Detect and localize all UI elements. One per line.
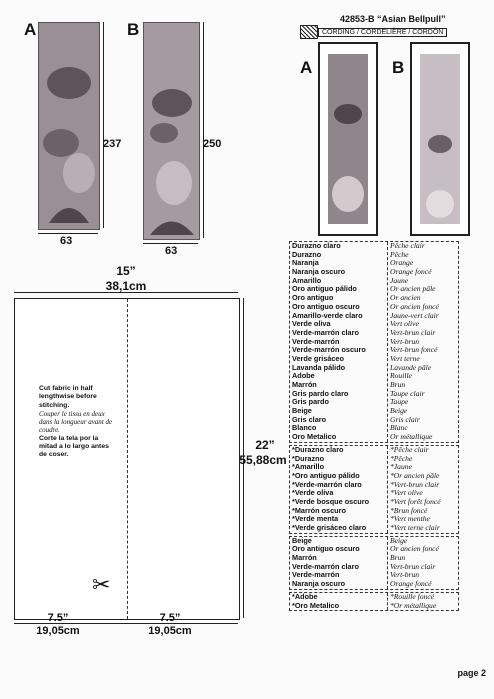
bellpull-a-image bbox=[318, 42, 378, 236]
color-name-es: Gris pardo claro bbox=[292, 389, 349, 398]
color-name-fr: Rouille bbox=[390, 372, 412, 381]
color-name-es: *Verde menta bbox=[292, 515, 339, 524]
color-name-fr: Vert-brun clair bbox=[390, 562, 436, 571]
color-name-es: Oro Metalico bbox=[292, 433, 337, 442]
color-row bbox=[290, 268, 458, 277]
color-name-es: Oro antiguo oscuro bbox=[292, 302, 360, 311]
kit-title: 42853-B “Asian Bellpull” bbox=[340, 14, 446, 24]
bellpull-b-image bbox=[410, 42, 470, 236]
color-name-es: *Verde oliva bbox=[292, 489, 334, 498]
bellpull-a-picture bbox=[320, 44, 376, 234]
chart-b-label: B bbox=[127, 20, 140, 39]
color-row bbox=[290, 242, 458, 251]
color-row bbox=[290, 259, 458, 268]
color-name-fr: Beige bbox=[390, 407, 408, 416]
color-row bbox=[290, 433, 458, 442]
color-name-es: Verde-marrón oscuro bbox=[292, 346, 366, 355]
chart-a-height: 237 bbox=[103, 138, 122, 150]
color-name-fr: *Vert terne clair bbox=[390, 524, 440, 532]
chart-b-image bbox=[143, 22, 200, 240]
color-name-fr: *Jaune bbox=[390, 463, 412, 472]
color-name-es: Oro antiguo oscuro bbox=[292, 545, 360, 554]
color-row bbox=[290, 481, 458, 490]
cord-b-label: B bbox=[392, 58, 405, 77]
cording-icon bbox=[300, 25, 318, 39]
color-row bbox=[290, 571, 458, 580]
color-name-fr: *Or métallique bbox=[390, 601, 437, 610]
color-group bbox=[289, 241, 459, 443]
color-name-es: Verde oliva bbox=[292, 320, 331, 329]
color-name-fr: Vert-brun bbox=[390, 337, 420, 346]
color-row bbox=[290, 320, 458, 329]
note-es: Corte la tela por la mitad a lo largo antes de coser. bbox=[39, 434, 109, 459]
note-fr: Couper le tissu en deux dans la longueur avant de coudre. bbox=[39, 409, 113, 435]
half-left-in: 7.5” bbox=[47, 612, 69, 624]
color-row bbox=[290, 472, 458, 481]
lotus-chart-b-picture bbox=[144, 23, 199, 239]
color-name-fr: *Rouille foncé bbox=[390, 592, 435, 601]
color-row bbox=[290, 602, 458, 611]
color-name-es: *Verde bosque oscuro bbox=[292, 497, 370, 506]
color-name-fr: *Pêche clair bbox=[390, 445, 429, 454]
color-name-fr: Or ancien bbox=[390, 294, 421, 303]
pattern-width-cm: 38,1cm bbox=[105, 279, 147, 293]
color-name-es: Adobe bbox=[292, 372, 315, 381]
color-row bbox=[290, 390, 458, 399]
half-right-cm: 19,05cm bbox=[148, 625, 192, 637]
color-name-es: *Oro antiguo pálido bbox=[292, 471, 360, 480]
color-row bbox=[290, 372, 458, 381]
color-group bbox=[289, 536, 459, 590]
color-name-fr: Vert terne bbox=[390, 354, 420, 363]
color-name-fr: *Vert menthe bbox=[390, 515, 430, 524]
color-row bbox=[290, 329, 458, 338]
color-row bbox=[290, 515, 458, 524]
color-row bbox=[290, 593, 458, 602]
pattern-height-in: 22” bbox=[255, 438, 275, 452]
color-name-fr: *Vert forêt foncé bbox=[390, 497, 441, 506]
color-name-es: Beige bbox=[292, 407, 312, 416]
note-en: Cut fabric in half lengthwise before stitching. bbox=[39, 385, 97, 409]
color-name-fr: Vert-brun bbox=[390, 571, 420, 580]
color-name-fr: Gris clair bbox=[390, 415, 420, 424]
chart-a-image bbox=[38, 22, 100, 230]
page-number: page 2 bbox=[457, 668, 486, 678]
color-name-fr: Brun bbox=[390, 381, 406, 389]
color-row bbox=[290, 424, 458, 433]
color-name-es: Gris pardo bbox=[292, 398, 329, 407]
color-row bbox=[290, 446, 458, 455]
color-row bbox=[290, 364, 458, 373]
color-row bbox=[290, 355, 458, 364]
color-name-es: Gris claro bbox=[292, 415, 327, 424]
color-row bbox=[290, 545, 458, 554]
color-name-fr: Taupe bbox=[390, 398, 409, 407]
color-name-es: Naranja bbox=[292, 259, 319, 268]
color-row bbox=[290, 507, 458, 516]
color-name-es: Oro antiguo pálido bbox=[292, 285, 357, 294]
color-name-es: Durazno claro bbox=[292, 242, 341, 250]
color-row bbox=[290, 455, 458, 464]
color-key-table bbox=[289, 241, 459, 613]
color-name-es: Verde-marrón bbox=[292, 571, 340, 580]
chart-a-width: 63 bbox=[60, 235, 73, 247]
color-row bbox=[290, 554, 458, 563]
fabric-pattern bbox=[14, 298, 240, 620]
color-name-es: *Verde grisáceo claro bbox=[292, 524, 367, 532]
chart-a-label: A bbox=[24, 20, 37, 39]
color-name-fr: Brun bbox=[390, 554, 406, 563]
color-name-es: *Verde-marrón claro bbox=[292, 480, 362, 489]
half-left-cm: 19,05cm bbox=[36, 625, 80, 637]
color-name-fr: *Vert olive bbox=[390, 489, 423, 498]
color-name-es: Verde-marrón claro bbox=[292, 328, 359, 337]
color-name-fr: Beige bbox=[390, 536, 408, 545]
color-row bbox=[290, 416, 458, 425]
color-name-es: Amarillo bbox=[292, 276, 322, 285]
scissors-icon: ✂ bbox=[92, 572, 111, 597]
color-name-fr: Blanc bbox=[390, 424, 408, 433]
color-name-es: *Durazno bbox=[292, 454, 325, 463]
pattern-width-in: 15” bbox=[116, 264, 136, 278]
color-name-es: *Durazno claro bbox=[292, 445, 344, 454]
color-name-fr: Lavande pâle bbox=[390, 363, 432, 372]
color-name-es: Verde grisáceo bbox=[292, 354, 344, 363]
color-name-es: Beige bbox=[292, 536, 312, 545]
color-row bbox=[290, 251, 458, 260]
color-row bbox=[290, 563, 458, 572]
color-name-es: Durazno bbox=[292, 250, 322, 259]
chart-b-height: 250 bbox=[203, 138, 222, 150]
color-name-es: *Oro Metalico bbox=[292, 601, 340, 610]
color-row bbox=[290, 537, 458, 546]
color-group bbox=[289, 445, 459, 534]
color-name-es: Lavanda pálido bbox=[292, 363, 346, 372]
color-row bbox=[290, 303, 458, 312]
color-name-fr: Orange bbox=[390, 259, 414, 268]
color-row bbox=[290, 398, 458, 407]
cut-instructions bbox=[39, 385, 113, 460]
color-row bbox=[290, 580, 458, 589]
color-name-es: Naranja oscuro bbox=[292, 268, 346, 277]
color-row bbox=[290, 338, 458, 347]
color-name-es: Verde-marrón claro bbox=[292, 562, 359, 571]
pattern-height-cm: 55,88cm bbox=[239, 453, 287, 467]
color-row bbox=[290, 489, 458, 498]
color-row bbox=[290, 407, 458, 416]
lotus-chart-a-picture bbox=[39, 23, 99, 229]
color-name-fr: Taupe clair bbox=[390, 389, 425, 398]
color-group bbox=[289, 592, 459, 611]
color-name-fr: Vert-brun clair bbox=[390, 328, 436, 337]
color-name-es: *Adobe bbox=[292, 592, 318, 601]
cord-a-label: A bbox=[300, 58, 313, 77]
bellpull-b-picture bbox=[412, 44, 468, 234]
color-name-fr: *Brun foncé bbox=[390, 506, 428, 515]
color-name-es: Blanco bbox=[292, 424, 317, 433]
color-name-es: Oro antiguo bbox=[292, 294, 334, 303]
color-row bbox=[290, 381, 458, 390]
color-name-fr: Or ancien foncé bbox=[390, 545, 439, 554]
fold-line bbox=[127, 299, 128, 619]
color-name-fr: Or métallique bbox=[390, 433, 433, 442]
color-name-fr: *Vert-brun clair bbox=[390, 480, 440, 489]
color-name-es: Marrón bbox=[292, 381, 317, 389]
color-row bbox=[290, 463, 458, 472]
color-name-es: Verde-marrón bbox=[292, 337, 340, 346]
color-name-fr: *Pêche bbox=[390, 454, 413, 463]
color-name-es: Naranja oscuro bbox=[292, 580, 346, 589]
color-name-es: *Amarillo bbox=[292, 463, 325, 472]
color-name-fr: *Or ancien pâle bbox=[390, 471, 440, 480]
color-row bbox=[290, 285, 458, 294]
color-name-fr: Or ancien pâle bbox=[390, 285, 436, 294]
color-row bbox=[290, 346, 458, 355]
color-name-es: Amarillo-verde claro bbox=[292, 311, 363, 320]
color-name-fr: Orange foncé bbox=[390, 268, 432, 277]
half-right-in: 7.5” bbox=[159, 612, 181, 624]
cording-label: CORDING / CORDELIÈRE / CORDÓN bbox=[318, 28, 447, 37]
chart-b-width: 63 bbox=[165, 245, 178, 257]
color-name-fr: Orange foncé bbox=[390, 580, 432, 589]
color-name-es: Marrón bbox=[292, 554, 317, 563]
color-name-fr: Jaune-vert clair bbox=[390, 311, 439, 320]
color-name-fr: Or ancien foncé bbox=[390, 302, 439, 311]
color-name-es: *Marrón oscuro bbox=[292, 506, 346, 515]
color-row bbox=[290, 524, 458, 533]
color-name-fr: Jaune bbox=[390, 276, 409, 285]
color-row bbox=[290, 277, 458, 286]
color-name-fr: Vert olive bbox=[390, 320, 419, 329]
color-row bbox=[290, 312, 458, 321]
color-name-fr: Vert-brun foncé bbox=[390, 346, 438, 355]
color-row bbox=[290, 294, 458, 303]
color-row bbox=[290, 498, 458, 507]
color-name-fr: Pêche bbox=[390, 250, 409, 259]
color-name-fr: Pêche clair bbox=[390, 242, 425, 250]
